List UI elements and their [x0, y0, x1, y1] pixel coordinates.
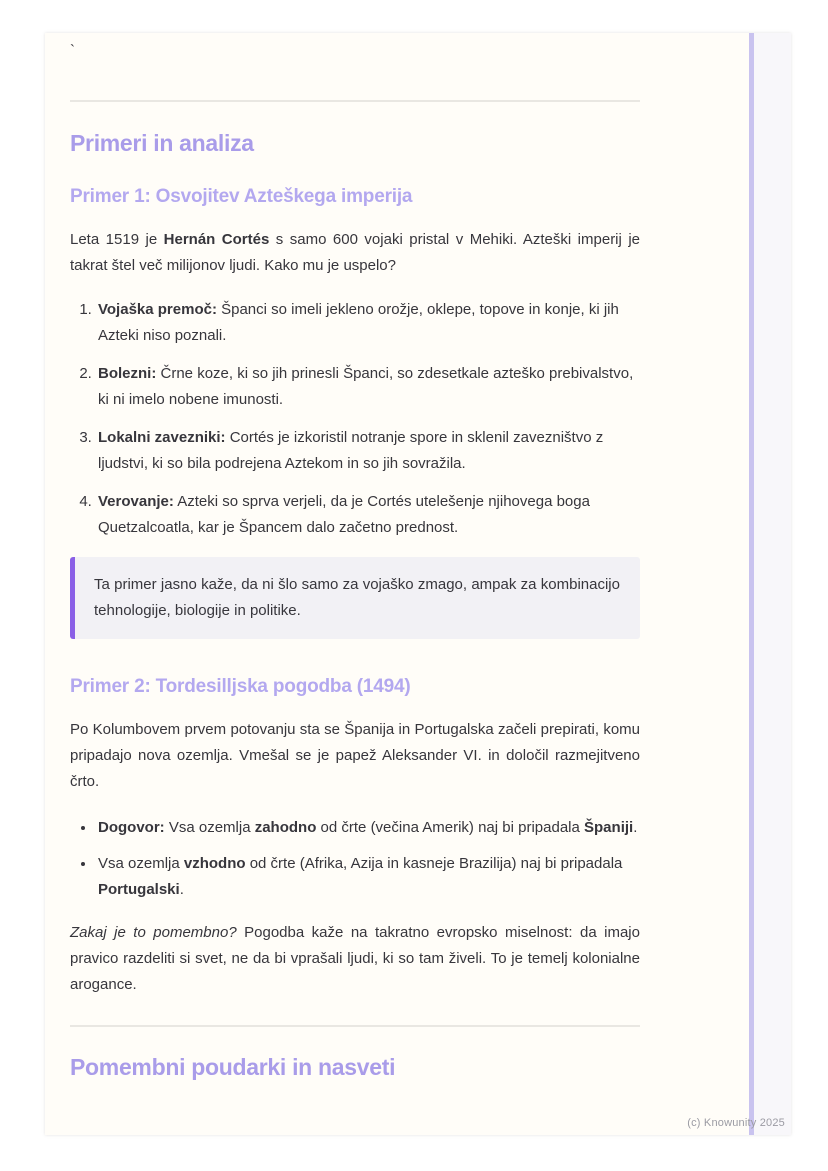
bullet-list-treaty-points: [70, 815, 640, 903]
document-page: [45, 33, 791, 1135]
section-title-pomembni-poudarki: Pomembni poudarki in nasveti: [70, 1054, 396, 1080]
numbered-list-reasons: [70, 297, 640, 541]
subsection-title-primer-1: Primer 1: Osvojitev Azteškega imperija: [70, 186, 413, 207]
page-content: [45, 33, 791, 1082]
stray-character: `: [70, 42, 75, 59]
section-divider-top: [70, 100, 640, 102]
list-item-vojaska-premoc: 1. Vojaška premoč: Španci so imeli jekleno orožje, oklepe, topove in konje, ki jih Azteki niso poznali.: [96, 297, 640, 349]
list-item-lokalni-zavezniki: 3. Lokalni zavezniki: Cortés je izkoristil notranje spore in sklenil zavezništvo z ljudstvi, ki so bila podrejena Aztekom in so jih sovražila.: [96, 425, 640, 477]
paragraph-primer2-intro: Po Kolumbovem prvem potovanju sta se Španija in Portugalska začeli prepirati, komu pripadajo nova ozemlja. Vmešal se je papež Aleksander VI. in določil razmejitveno črto.: [70, 721, 640, 790]
list-item-bolezni: 2. Bolezni: Črne koze, ki so jih prinesli Španci, so zdesetkale azteško prebivalstvo, ki ni imelo nobene imunosti.: [96, 361, 640, 413]
paragraph-why-important: Zakaj je to pomembno? Pogodba kaže na takratno evropsko miselnost: da imajo pravico razdeliti si svet, ne da bi vprašali ljudi, ki so tam živeli. To je temelj kolonialne arogance.: [70, 924, 640, 993]
list-item-verovanje: 4. Verovanje: Azteki so sprva verjeli, da je Cortés utelešenje njihovega boga Quetzalcoatla, kar je Špancem dalo začetno prednost.: [96, 489, 640, 541]
bullet-item-dogovor: • Dogovor: Vsa ozemlja zahodno od črte (večina Amerik) naj bi pripadala Španiji.: [96, 815, 640, 841]
paragraph-primer1-intro: Leta 1519 je Hernán Cortés s samo 600 vojaki pristal v Mehiki. Azteški imperij je takrat štel več milijonov ljudi. Kako mu je uspelo?: [70, 231, 640, 274]
bullet-item-vzhodno: • Vsa ozemlja vzhodno od črte (Afrika, Azija in kasneje Brazilija) naj bi pripadala Portugalski.: [96, 851, 640, 903]
watermark: (c) Knowunity 2025: [687, 1117, 785, 1129]
page-accent-line: [749, 33, 754, 1135]
section-title-primeri-in-analiza: Primeri in analiza: [70, 130, 254, 156]
subsection-title-primer-2: Primer 2: Tordesilljska pogodba (1494): [70, 676, 411, 697]
section-divider-bottom: [70, 1025, 640, 1027]
callout-note: [70, 557, 640, 639]
page-right-margin-panel: [754, 33, 791, 1135]
callout-text: Ta primer jasno kaže, da ni šlo samo za vojaško zmago, ampak za kombinacijo tehnologije, biologije in politike.: [94, 576, 620, 619]
